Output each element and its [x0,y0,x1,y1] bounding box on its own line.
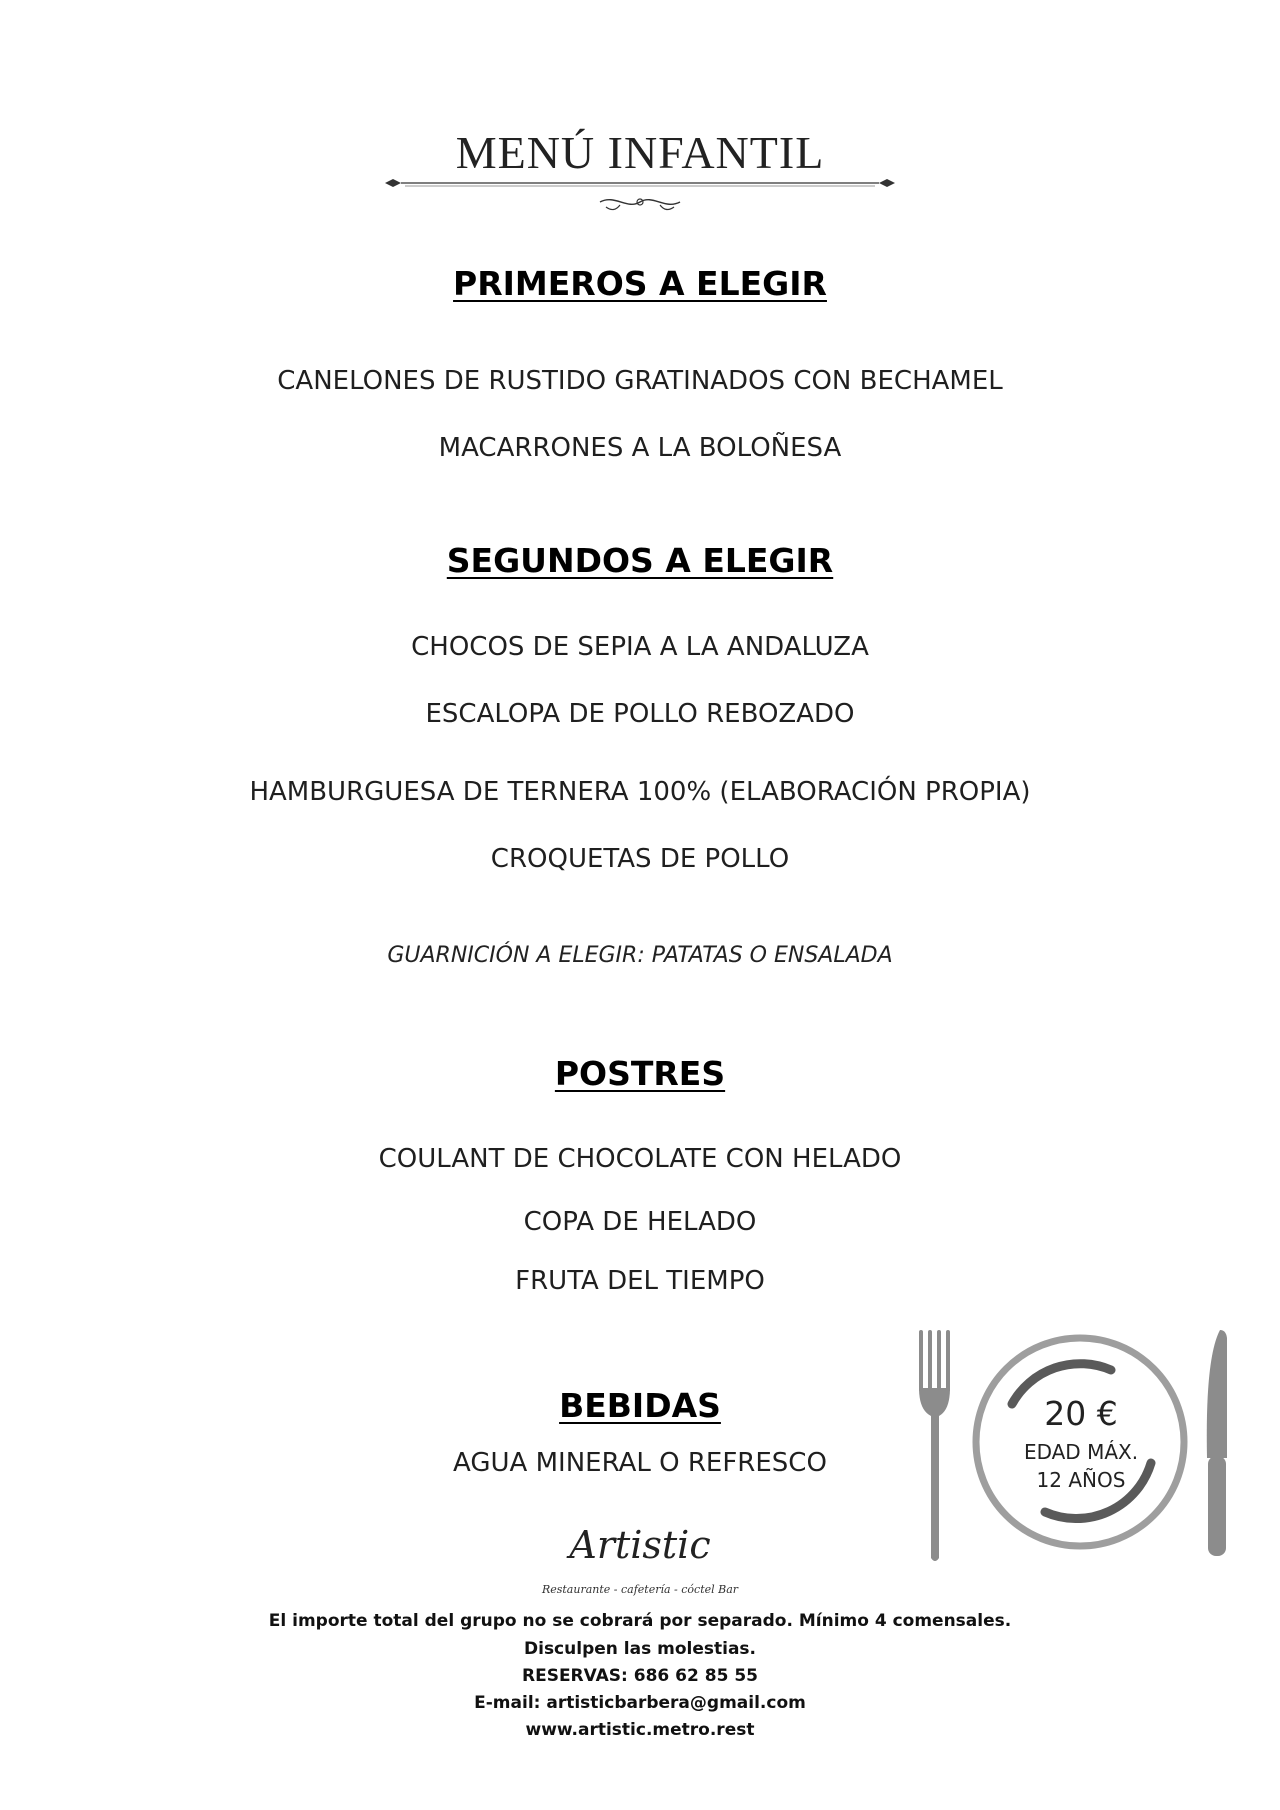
menu-item: CROQUETAS DE POLLO [490,844,790,874]
menu-item: COPA DE HELADO [523,1207,757,1237]
menu-item: MACARRONES A LA BOLOÑESA [438,433,842,463]
page-title: MENÚ INFANTIL [455,127,825,178]
menu-item: HAMBURGUESA DE TERNERA 100% (ELABORACIÓN PROPIA) [249,777,1031,807]
menu-item: FRUTA DEL TIEMPO [515,1266,765,1296]
section-heading-postres: POSTRES [554,1054,726,1093]
footer-line: El importe total del grupo no se cobrará por separado. Mínimo 4 comensales. [268,1611,1012,1631]
section-heading-primeros: PRIMEROS A ELEGIR [453,264,827,303]
age-label: 12 AÑOS [1036,1468,1126,1492]
menu-item: CHOCOS DE SEPIA A LA ANDALUZA [411,632,869,662]
garnish-note: GUARNICIÓN A ELEGIR: PATATAS O ENSALADA [387,943,893,968]
menu-item: CANELONES DE RUSTIDO GRATINADOS CON BECHAMEL [277,366,1003,396]
menu-item: COULANT DE CHOCOLATE CON HELADO [378,1144,902,1174]
section-heading-segundos: SEGUNDOS A ELEGIR [446,541,834,580]
section-heading-bebidas: BEBIDAS [559,1386,721,1425]
price-text: 20 € [1044,1394,1118,1433]
footer-website: www.artistic.metro.rest [525,1720,755,1740]
footer-line: Disculpen las molestias. [524,1639,756,1659]
brand-logo: Artistic [569,1523,711,1567]
footer-reservations: RESERVAS: 686 62 85 55 [522,1666,758,1686]
ornament-divider-icon [385,172,895,222]
age-label: EDAD MÁX. [1023,1440,1139,1464]
menu-item: ESCALOPA DE POLLO REBOZADO [425,699,855,729]
footer-email: E-mail: artisticbarbera@gmail.com [474,1693,806,1713]
menu-item: AGUA MINERAL O REFRESCO [453,1448,827,1478]
brand-tagline: Restaurante - cafetería - cóctel Bar [541,1583,739,1596]
